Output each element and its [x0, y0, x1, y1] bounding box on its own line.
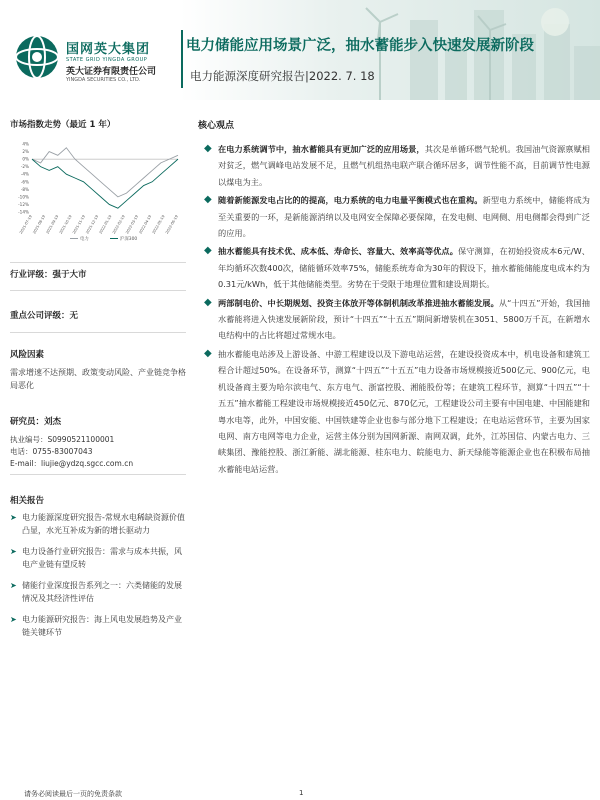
arrow-right-icon: ➤: [10, 615, 17, 624]
y-tick-label: -10%: [18, 194, 29, 200]
analyst-info: [10, 416, 133, 470]
core-bullet: ◆ 两部制电价、中长期规划、投资主体放开等体制机制改革推进抽水蓄能发展。从“十四五”开始，我国抽水蓄能将进入快速发展新阶段，预计“十四五”“十五五”期间新增装机在3051、5800万千瓦，在新增水电结构中的占比将超过常规水电。: [204, 296, 590, 341]
divider: [10, 332, 186, 333]
x-tick-label: 2021-12-19: [85, 214, 100, 235]
legend-label: 沪深300: [120, 237, 138, 242]
related-report-item[interactable]: ➤ 储能行业深度报告系列之一：六类储能的发展情况及其经济性评估: [10, 581, 182, 603]
market-index-title: 市场指数走势（最近 1 年）: [10, 120, 116, 130]
report-header: [0, 0, 600, 100]
divider: [10, 262, 186, 263]
related-report-item[interactable]: ➤ 电力能源研究报告：海上风电发展趋势及产业链关键环节: [10, 615, 182, 637]
related-reports-title: 相关报告: [10, 496, 45, 506]
y-tick-label: -14%: [18, 209, 29, 215]
y-tick-label: -2%: [20, 164, 29, 170]
state-grid-logo-icon: [14, 34, 60, 80]
x-tick-label: 2021-08-19: [32, 214, 47, 235]
core-views-title: 核心观点: [198, 121, 235, 131]
x-tick-label: 2021-07-19: [18, 214, 33, 235]
logo-company-name: 英大证券有限责任公司: [66, 67, 157, 77]
analyst-cert: 执业编号：S0990521100001: [10, 435, 115, 444]
x-tick-label: 2022-03-19: [125, 214, 140, 235]
bullet-icon: ◆: [204, 194, 212, 206]
page-number: 1: [299, 789, 304, 797]
divider: [10, 474, 186, 475]
divider: [10, 290, 186, 291]
y-tick-label: -4%: [20, 171, 29, 177]
x-tick-label: 2021-11-19: [72, 214, 86, 235]
industry-rating: 行业评级：强于大市: [10, 270, 87, 280]
legend-label: 电力: [80, 237, 89, 242]
y-tick-label: 2%: [22, 149, 29, 155]
x-tick-label: 2022-05-19: [151, 214, 166, 235]
arrow-right-icon: ➤: [10, 547, 17, 556]
core-bullet: ◆ 抽水蓄能电站涉及上游设备、中游工程建设以及下游电站运营，在建设投资成本中，机电设备和建筑工程合计超过50%。在设备环节，测算“十四五”“十五五”电力设备市场规模接近500亿元、900亿元，电机设备商主要为哈尔滨电气、东方电气、浙富控股、湘能股份等；在建筑工程环节，测算“十四五”“十五五”抽水蓄能工程建设市场规模接近450亿元、870亿元，工程建设公司主要有中国电建、中国能建和粤水电等，此外，中国安能、中国铁建等企业也参与部分地下工程建设；在电站运营环节，主要为国家电网、南方电网等电力企业，运营主体分别为国网新源、南网双调，此外，江苏国信、内蒙古电力、三峡集团、豫能控股、浙江新能、湖北能源、桂东电力、皖能电力、新天绿能等能源企业也在积极布局抽水蓄能电站运营。: [204, 347, 590, 474]
bullet-icon: ◆: [204, 347, 212, 359]
arrow-right-icon: ➤: [10, 581, 17, 590]
y-tick-label: -8%: [20, 186, 29, 192]
report-title: 电力储能应用场景广泛，抽水蓄能步入快速发展新阶段: [186, 38, 534, 54]
report-subtitle: 电力能源深度研究报告|2022. 7. 18: [190, 69, 375, 83]
analyst-name: 研究员：刘杰: [10, 417, 62, 427]
logo-company-name-en: YINGDA SECURITIES CO., LTD.: [66, 77, 141, 83]
y-tick-label: -12%: [18, 201, 29, 207]
header-divider: [181, 30, 183, 88]
x-tick-label: 2022-04-19: [138, 214, 153, 235]
x-tick-label: 2022-01-19: [98, 214, 113, 235]
disclaimer-note: 请务必阅读最后一页的免责条款: [24, 790, 122, 798]
related-report-item[interactable]: ➤ 电力能源深度研究报告-常规水电稀缺资源价值凸显，水光互补成为新的增长驱动力: [10, 513, 185, 535]
main-content: [198, 118, 590, 479]
analyst-phone: 电话：0755-83007043: [10, 447, 93, 456]
series-line-0: [32, 148, 178, 197]
report-type: 电力能源深度研究报告: [190, 69, 305, 83]
core-bullet: ◆ 抽水蓄能具有技术优、成本低、寿命长、容量大、效率高等优点。保守测算，在初始投资成本6元/W、年均循环次数400次，储能循环效率75%，储能系统寿命为30年的假设下，抽水蓄能储能度电成本约为0.31元/kWh，低于其他储能类型。劣势在于受限于地理位置和建设周期长。: [204, 245, 590, 290]
key-company-rating: 重点公司评级：无: [10, 311, 79, 321]
y-tick-label: 0%: [22, 156, 29, 162]
x-tick-label: 2022-06-19: [164, 214, 179, 235]
core-bullet: ◆ 在电力系统调节中，抽水蓄能具有更加广泛的应用场景，其次是单循环燃气轮机。我国油气资源禀赋相对贫乏，燃气调峰电站发展不足，且燃气机组热电联产联合循环居多，调节性能不高，目前调节性电源以煤电为主。: [204, 143, 590, 187]
market-index-chart: [10, 138, 184, 246]
analyst-email[interactable]: E-mail：liujie@ydzq.sgcc.com.cn: [10, 459, 134, 468]
risk-title: 风险因素: [10, 350, 45, 360]
core-bullet: ◆ 随着新能源发电占比的的提高，电力系统的电力电量平衡模式也在重构。新型电力系统中，储能将成为至关重要的一环，是新能源消纳以及电网安全保障必要保障，在发电侧、电网侧、用电侧都会得到广泛的应用。: [204, 194, 590, 239]
bullet-icon: ◆: [204, 296, 212, 308]
y-tick-label: -6%: [20, 179, 29, 185]
bullet-icon: ◆: [204, 245, 212, 257]
logo-group-name: 国网英大集团: [66, 42, 151, 57]
arrow-right-icon: ➤: [10, 513, 17, 522]
logo-group-name-en: STATE GRID YINGDA GROUP: [66, 57, 148, 63]
related-report-item[interactable]: ➤ 电力设备行业研究报告：需求与成本共振，风电产业链有望反转: [10, 547, 182, 569]
bullet-icon: ◆: [204, 143, 212, 154]
page-footer: [24, 789, 584, 799]
report-date: 2022. 7. 18: [308, 69, 375, 83]
company-logo-text: [66, 38, 156, 83]
x-tick-label: 2021-10-19: [58, 214, 73, 235]
x-tick-label: 2021-09-19: [45, 214, 60, 235]
x-tick-label: 2022-02-19: [111, 214, 126, 235]
sidebar: [10, 118, 186, 130]
y-tick-label: 4%: [22, 141, 29, 147]
risk-text: 需求增速不达预期、政策变动风险、产业链竞争格局恶化: [10, 368, 186, 390]
related-reports-list: [10, 512, 188, 648]
